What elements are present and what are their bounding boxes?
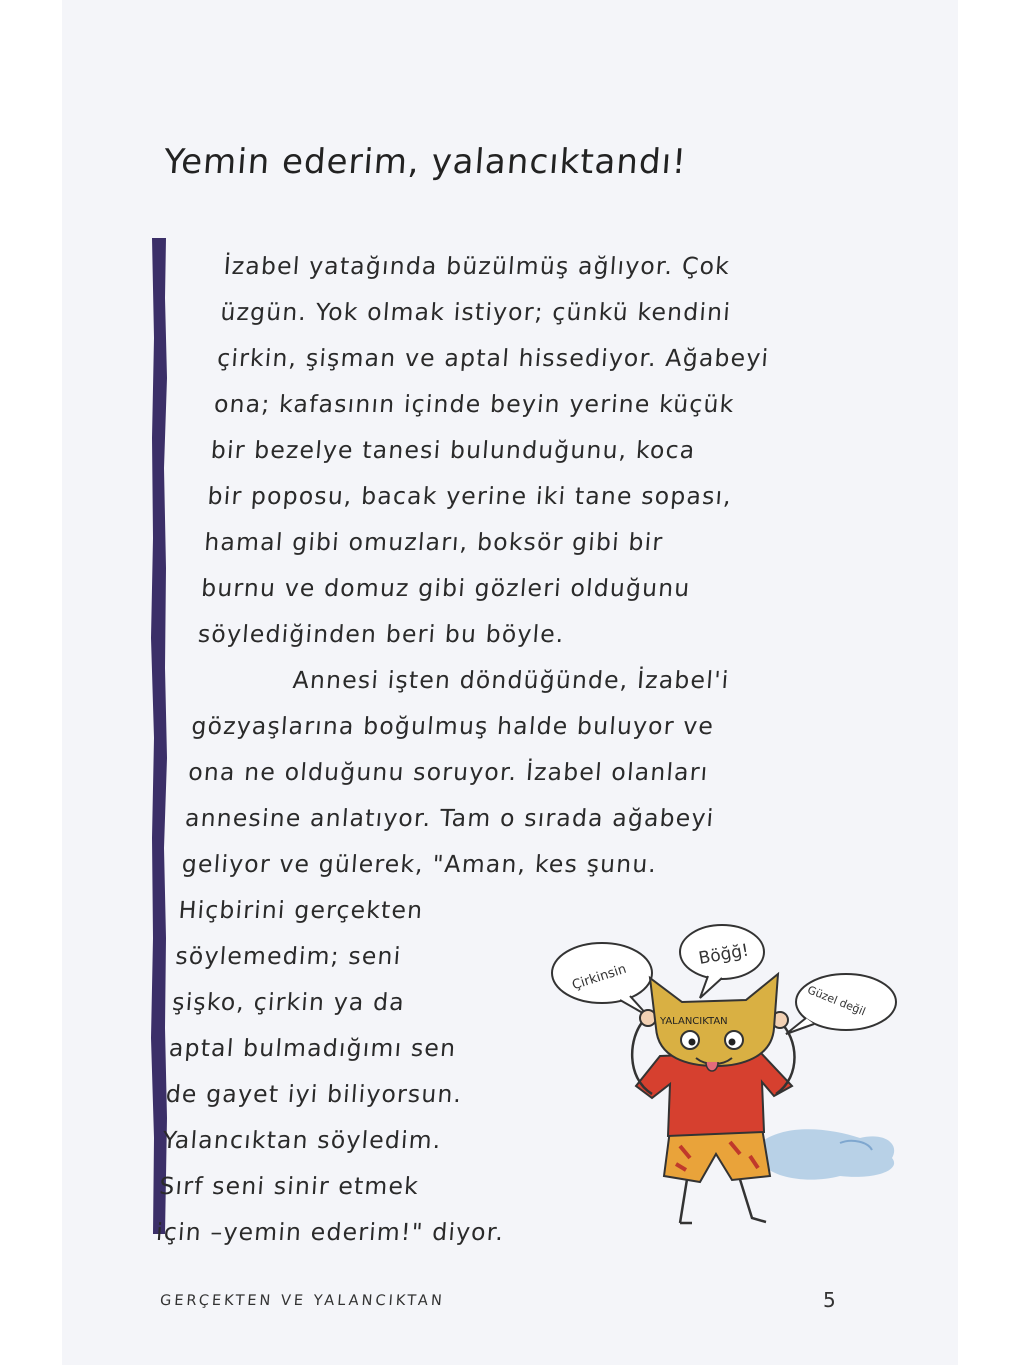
- speech-bubble-left: [552, 943, 652, 1016]
- text-line: annesine anlatıyor. Tam o sırada ağabeyi: [184, 804, 716, 832]
- text-line: söylemedim; seni: [174, 942, 403, 970]
- text-line: ona; kafasının içinde beyin yerine küçük: [213, 390, 736, 418]
- text-line: şişko, çirkin ya da: [171, 988, 406, 1016]
- water-puddle: [755, 1129, 895, 1179]
- text-line: geliyor ve gülerek, "Aman, kes şunu.: [180, 850, 659, 878]
- page-number: 5: [823, 1288, 836, 1312]
- text-line: Annesi işten döndüğünde, İzabel'i: [291, 666, 731, 694]
- bubble-top-text: Böğğ!: [697, 940, 751, 969]
- speech-bubble-top: [680, 925, 764, 998]
- text-line: burnu ve domuz gibi gözleri olduğunu: [200, 574, 692, 602]
- text-line: bir bezelye tanesi bulunduğunu, koca: [209, 436, 697, 464]
- bubble-right-text: Güzel değil: [805, 983, 868, 1019]
- text-line: aptal bulmadığımı sen: [168, 1034, 458, 1062]
- text-line: çirkin, şişman ve aptal hissediyor. Ağabeyi: [216, 344, 771, 372]
- text-line: ona ne olduğunu soruyor. İzabel olanları: [187, 758, 710, 786]
- bubble-left-text: Çirkinsin: [570, 961, 629, 994]
- text-line: için –yemin ederim!" diyor.: [155, 1218, 506, 1246]
- text-line: Sırf seni sinir etmek: [158, 1172, 421, 1200]
- text-line: gözyaşlarına boğulmuş halde buluyor ve: [190, 712, 716, 740]
- text-line: Yalancıktan söyledim.: [161, 1126, 443, 1154]
- mask-text: YALANCIKTAN: [660, 1016, 728, 1027]
- text-line: İzabel yatağında büzülmüş ağlıyor. Çok: [222, 252, 732, 280]
- text-line: bir poposu, bacak yerine iki tane sopası,: [206, 482, 733, 510]
- text-line: de gayet iyi biliyorsun.: [164, 1080, 464, 1108]
- speech-bubble-right: [786, 974, 896, 1034]
- chapter-title: Yemin ederim, yalancıktandı!: [162, 142, 689, 182]
- text-line: Hiçbirini gerçekten: [177, 896, 425, 924]
- text-line: üzgün. Yok olmak istiyor; çünkü kendini: [219, 298, 732, 326]
- text-line: söylediğinden beri bu böyle.: [197, 620, 566, 648]
- running-title: GERÇEKTEN VE YALANCIKTAN: [159, 1293, 446, 1309]
- text-line: hamal gibi omuzları, boksör gibi bir: [203, 528, 665, 556]
- margin-bar: [150, 238, 168, 1234]
- boy-illustration: [540, 918, 920, 1248]
